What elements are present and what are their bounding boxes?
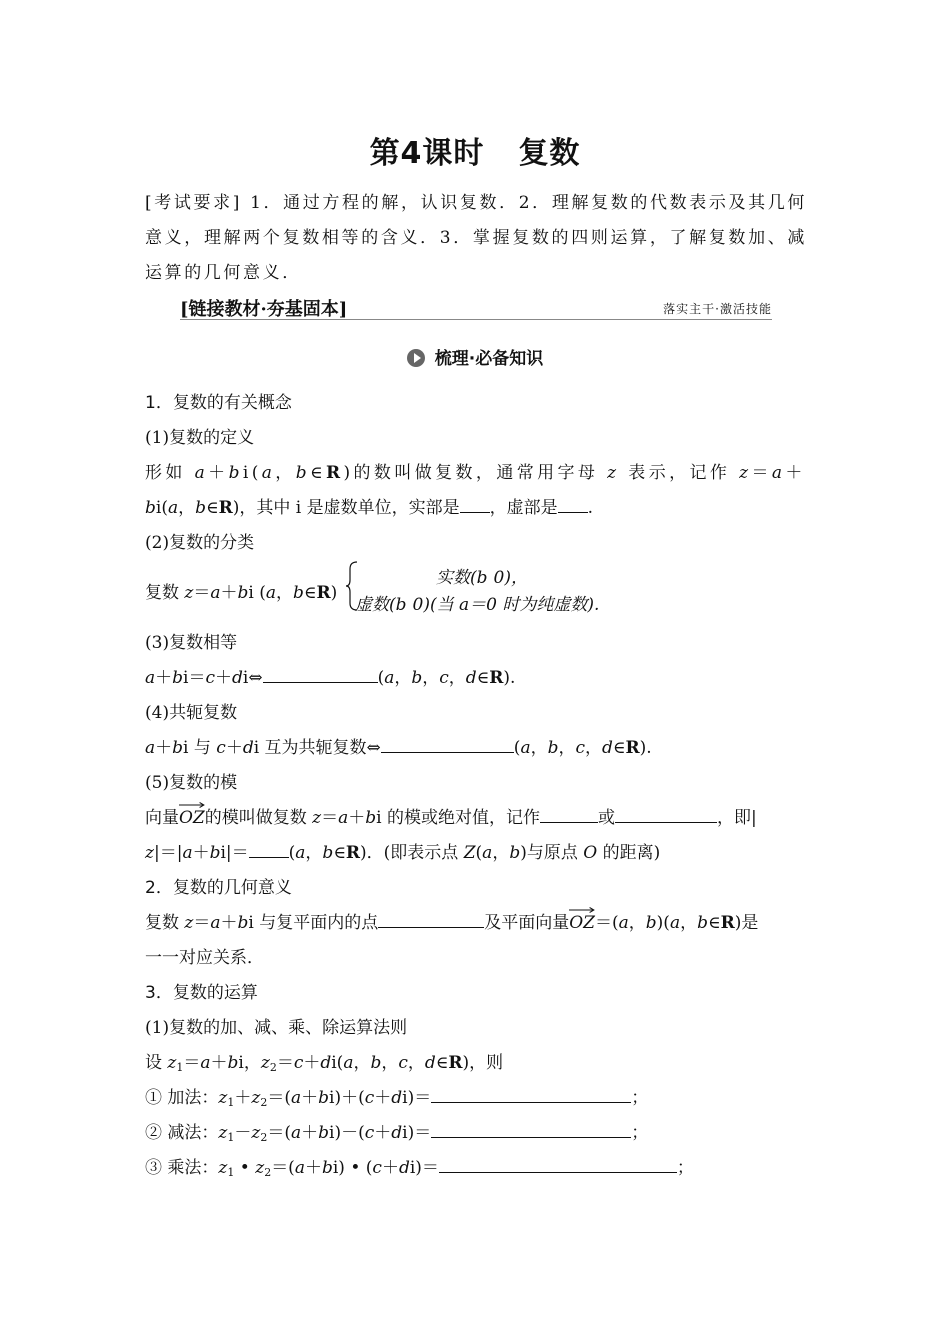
title-lesson: 第4课时 [369,136,485,171]
rule-subtraction: ② 减法：$z_1-z_2=(a+bi)-(c+di)=$ ； [145,1123,649,1144]
para-classification: (2)复数的分类 [145,533,255,553]
modulus-line-2: z|＝|a＋bi|＝ (a，b∈R)．(即表示点 Z(a，b)与原点 O 的距离) [145,843,661,863]
sub-heading-text: 梳理·必备知识 [434,349,544,369]
page-title [0,128,950,172]
definition-line-2: bi(a，b∈R)，其中 i 是虚数单位，实部是 ，虚部是 . [145,498,594,518]
vector-oz: OZ [179,808,205,828]
blank-real-part[interactable] [460,498,490,513]
para-modulus: (5)复数的模 [145,773,238,793]
classification-imag: 虚数(b 0)(当 a＝0 时为纯虚数). [355,595,600,615]
para-definition: (1)复数的定义 [145,428,255,448]
blank-imag-part[interactable] [558,498,588,513]
exam-requirements-text: 1．通过方程的解，认识复数．2．理解复数的代数表示及其几何意义，理解两个复数相等的含义．3．掌握复数的四则运算，了解复数加、减运算的几何意义． [145,193,807,283]
rule-addition: ① 加法：$z_1+z_2=(a+bi)+(c+di)=$ ； [145,1088,649,1109]
title-topic: 复数 [518,136,581,171]
sub-heading [0,344,950,369]
blank-addition[interactable] [431,1088,631,1103]
modulus-line-1: 向量 OZ的模叫做复数 z＝a＋bi 的模或绝对值，记作 或 ，即| [145,803,757,828]
rule-multiplication: ③ 乘法：$z_1$ • $z_2=(a+bi)$ • (c＋di)＝ ； [145,1158,694,1179]
blank-modulus-1[interactable] [540,808,598,823]
conjugate-line: a＋bi 与 c＋di 互为共轭复数⇔ (a，b，c，d∈R). [145,738,652,758]
section-bar-subtitle: 落实主干·激活技能 [663,302,772,316]
geometry-line-2: 一一对应关系． [145,948,264,968]
vector-oz-2: OZ [569,913,595,933]
blank-conjugate[interactable] [381,738,514,753]
section-bar [180,295,772,320]
blank-modulus-value[interactable] [249,843,289,858]
heading-concepts: 1．复数的有关概念 [145,393,292,413]
equality-line: a＋bi＝c＋di⇔ (a，b，c，d∈R). [145,668,516,688]
blank-modulus-2[interactable] [615,808,717,823]
blank-point[interactable] [378,913,484,928]
para-equality: (3)复数相等 [145,633,238,653]
exam-requirements [145,186,807,291]
heading-geometry: 2．复数的几何意义 [145,878,292,898]
blank-multiplication[interactable] [439,1158,677,1173]
section-bar-title: [链接教材·夯基固本] [180,299,348,320]
classification-real: 实数(b 0)， [436,568,528,588]
classification-lead: 复数 z＝a＋bi (a，b∈R) [145,583,338,603]
operation-setup: 设 $z_1=a+bi$，$z_2=c+di(a$，b，c，d∈R)，则 [145,1053,504,1074]
play-circle-icon [407,349,425,367]
definition-line-1: 形如 a＋bi(a，b∈R)的数叫做复数，通常用字母 z 表示，记作 z＝a＋ [145,463,806,483]
para-conjugate: (4)共轭复数 [145,703,238,723]
exam-requirements-label: [考试要求] [145,193,243,213]
geometry-line-1: 复数 z＝a＋bi 与复平面内的点 及平面向量 OZ＝(a，b)(a，b∈R)是 [145,908,758,933]
blank-equality[interactable] [263,668,378,683]
para-operation-rules: (1)复数的加、减、乘、除运算法则 [145,1018,408,1038]
heading-operations: 3．复数的运算 [145,983,258,1003]
blank-subtraction[interactable] [431,1123,631,1138]
